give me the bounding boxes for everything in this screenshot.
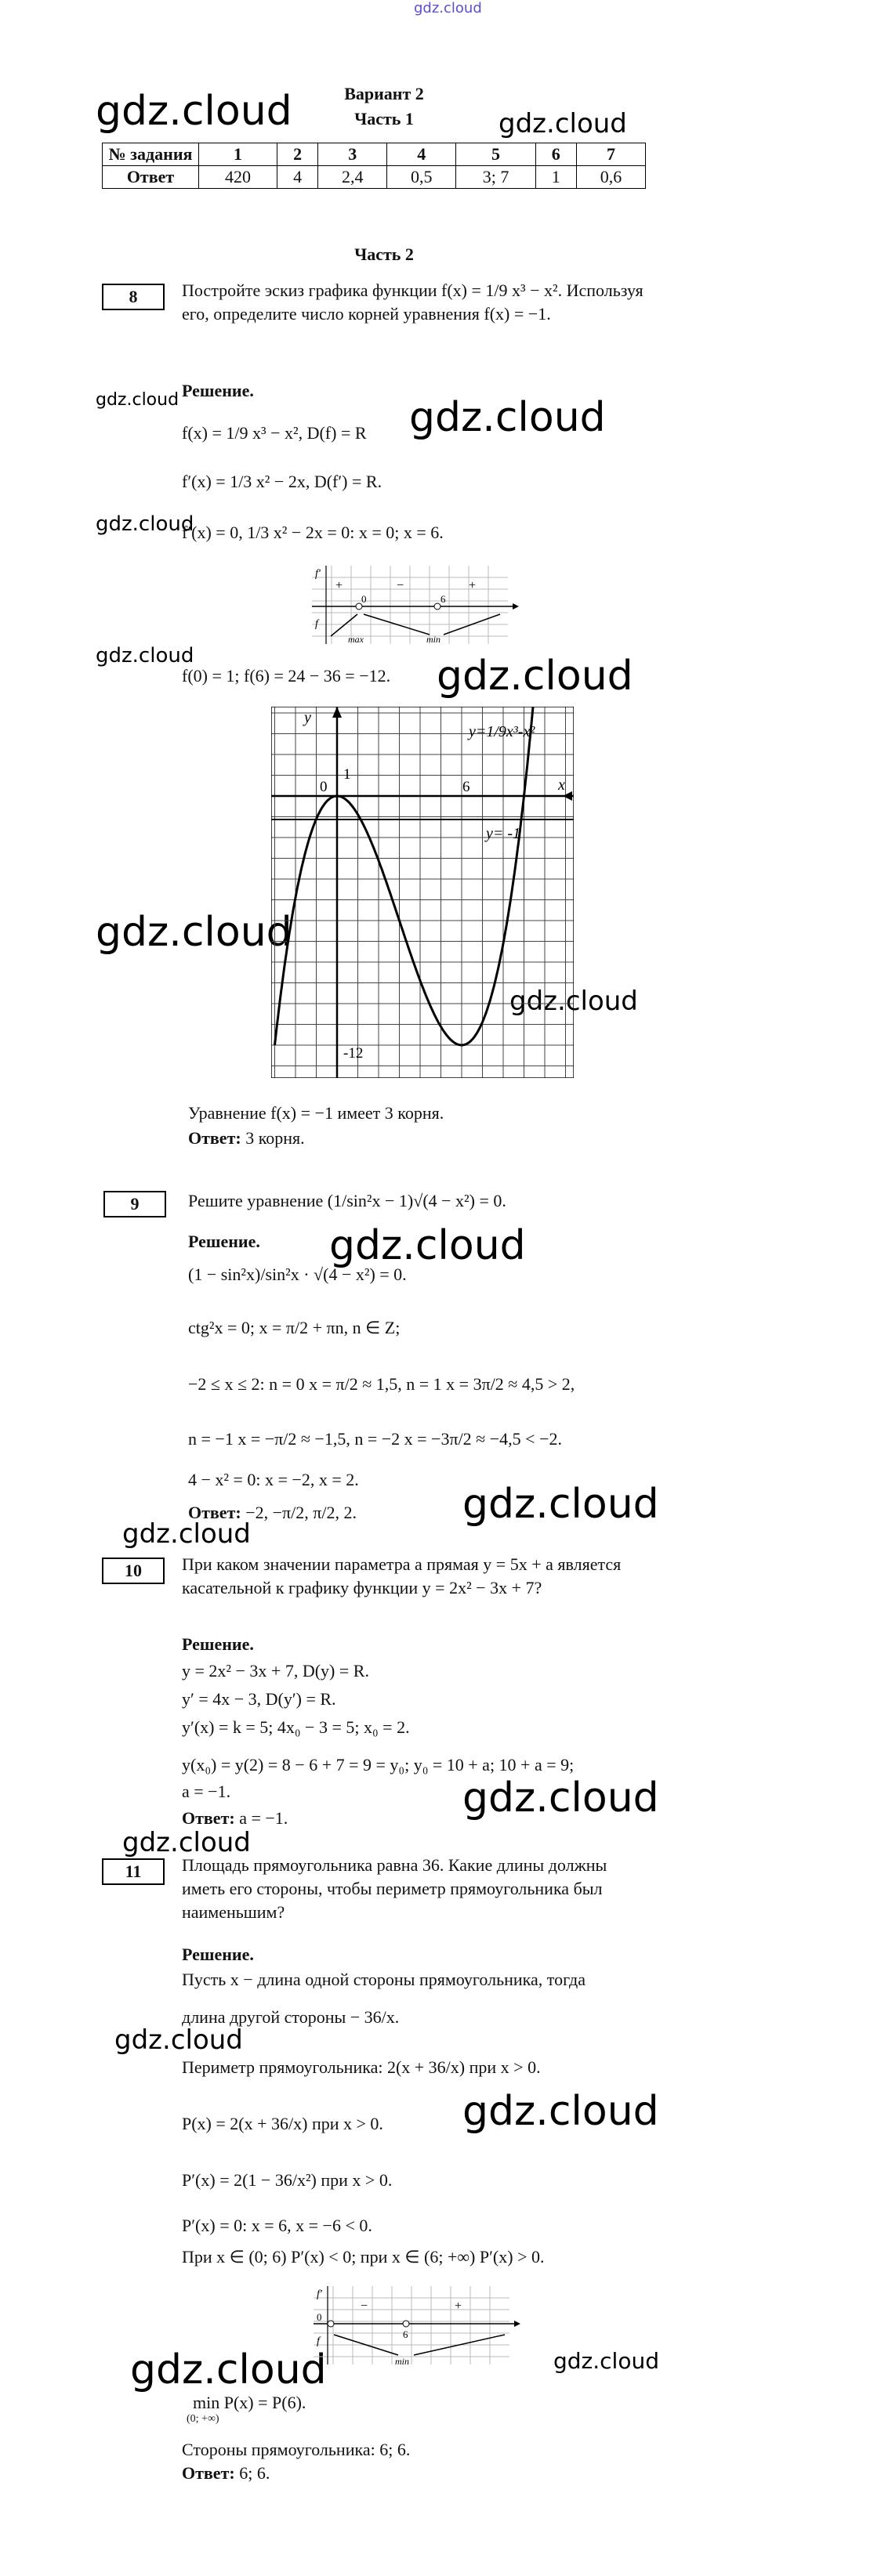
solution-line: (1 − sin²x)/sin²x · √(4 − x²) = 0. [188, 1264, 407, 1284]
watermark: gdz.cloud [329, 1222, 526, 1269]
solution-line: 4 − x² = 0: x = −2, x = 2. [188, 1470, 359, 1489]
sign-label: 6 [403, 2328, 408, 2340]
sign-label: 6 [440, 593, 446, 605]
axis-label: y [304, 709, 311, 726]
answer-value: −2, −π/2, π/2, 2. [245, 1503, 357, 1522]
table-cell: 0,5 [387, 166, 456, 189]
watermark: gdz.cloud [96, 390, 179, 410]
watermark: gdz.cloud [96, 909, 292, 956]
solution-line: min P(x) = P(6). [193, 2393, 306, 2412]
task-number: 8 [102, 284, 165, 310]
part2-title: Часть 2 [354, 244, 414, 264]
table-cell: 1 [535, 166, 576, 189]
watermark: gdz.cloud [462, 2088, 659, 2135]
sign-label: f [317, 2335, 320, 2347]
answer-label: Ответ: [182, 1808, 235, 1828]
task-number: 9 [103, 1191, 166, 1217]
solution-line: P(x) = 2(x + 36/x) при x > 0. [182, 2114, 383, 2133]
solution-line: P′(x) = 0: x = 6, x = −6 < 0. [182, 2216, 372, 2235]
sign-label: − [397, 579, 404, 592]
watermark: gdz.cloud [499, 108, 627, 139]
sign-label: min [426, 634, 440, 645]
solution-line: f′(x) = 0, 1/3 x² − 2x = 0: x = 0; x = 6. [182, 523, 444, 542]
answer-label: Ответ: [188, 1128, 241, 1148]
solution-line: y = 2x² − 3x + 7, D(y) = R. [182, 1661, 369, 1681]
sign-label: min [395, 2356, 409, 2367]
table-cell: 5 [456, 143, 535, 166]
solution-line: y′ = 4x − 3, D(y′) = R. [182, 1689, 336, 1709]
answer-label: Ответ: [182, 2463, 235, 2483]
curve-label: y=1/9x³-x² [469, 723, 535, 740]
solution-label: Решение. [182, 381, 254, 400]
solution-line: n = −1 x = −π/2 ≈ −1,5, n = −2 x = −3π/2 ≈ −4,5 < −2. [188, 1429, 562, 1449]
watermark: gdz.cloud [462, 1481, 659, 1528]
table-cell: 4 [387, 143, 456, 166]
sign-label: 0 [317, 2311, 322, 2323]
watermark: gdz.cloud [122, 1518, 251, 1550]
line-label: y= -1 [486, 825, 521, 842]
tick-label: 6 [462, 779, 470, 795]
answer-value: a = −1. [239, 1808, 288, 1828]
task-number: 11 [102, 1858, 165, 1885]
table-cell: 420 [199, 166, 277, 189]
solution-line: f′(x) = 1/3 x² − 2x, D(f′) = R. [182, 472, 382, 491]
task-statement: Решите уравнение (1/sin²x − 1)√(4 − x²) = 0. [188, 1191, 506, 1210]
sign-label: + [469, 579, 477, 592]
variant-title: Вариант 2 [344, 84, 424, 103]
watermark: gdz.cloud [130, 2346, 327, 2393]
answer-line [188, 1127, 305, 1150]
watermark: gdz.cloud [462, 1775, 659, 1822]
sign-label: + [455, 2299, 462, 2313]
watermark: gdz.cloud [122, 1827, 251, 1858]
increase-arrow [331, 614, 357, 636]
table-cell: 3; 7 [456, 166, 535, 189]
table-header-cell: № задания [103, 143, 199, 166]
answer-line [182, 1807, 288, 1830]
sign-label: 0 [361, 593, 367, 605]
tick-label: -12 [343, 1045, 364, 1062]
solution-line: P′(x) = 2(1 − 36/x²) при x > 0. [182, 2170, 393, 2190]
table-cell: 4 [277, 166, 318, 189]
answer-line [188, 1501, 357, 1525]
tick-label: 0 [320, 779, 328, 795]
answer-label: Ответ: [188, 1503, 241, 1522]
sign-label: + [335, 579, 343, 592]
solution-line: y(x₀) = y(2) = 8 − 6 + 7 = 9 = y₀; y₀ = 10 + a; 10 + a = 9; [182, 1755, 575, 1775]
solution-label: Решение. [182, 1634, 254, 1654]
answer-value: 6; 6. [239, 2463, 270, 2483]
solution-line: f(0) = 1; f(6) = 24 − 36 = −12. [182, 666, 391, 686]
sign-label: − [361, 2299, 368, 2313]
answer-value: 3 корня. [245, 1128, 305, 1148]
solution-line: −2 ≤ x ≤ 2: n = 0 x = π/2 ≈ 1,5, n = 1 x = 3π/2 ≈ 4,5 > 2, [188, 1374, 575, 1394]
part1-title: Часть 1 [354, 109, 414, 128]
solution-line: При x ∈ (0; 6) P′(x) < 0; при x ∈ (6; +∞) P′(x) > 0. [182, 2247, 545, 2267]
answer-table [102, 143, 646, 189]
answer-line [182, 2462, 270, 2485]
watermark: gdz.cloud [96, 88, 292, 135]
tick-label: 1 [343, 766, 351, 783]
task-statement: Постройте эскиз графика функции f(x) = 1/9 x³ − x². Используя его, определите число корней уравнения f(x) = −1. [182, 280, 644, 324]
sign-label: f [315, 618, 318, 630]
solution-line: a = −1. [182, 1782, 231, 1801]
solution-line: Пусть x − длина одной стороны прямоугольника, тогда [182, 1970, 586, 1989]
watermark: gdz.cloud [509, 986, 638, 1017]
solution-line: ctg²x = 0; x = π/2 + πn, n ∈ Z; [188, 1318, 401, 1337]
watermark: gdz.cloud [96, 512, 194, 536]
table-cell: 0,6 [576, 166, 645, 189]
watermark-top: gdz.cloud [414, 0, 482, 16]
solution-line: f(x) = 1/9 x³ − x², D(f) = R [182, 423, 367, 443]
task-statement: При каком значении параметра a прямая y = 5x + a является касательной к графику функции y = 2x² − 3x + 7? [182, 1554, 622, 1597]
task-number: 10 [102, 1558, 165, 1584]
answer-table-answer-row [103, 166, 646, 189]
solution-line: Стороны прямоугольника: 6; 6. [182, 2440, 411, 2459]
table-cell: 3 [318, 143, 387, 166]
axis-label: x [558, 776, 565, 794]
watermark: gdz.cloud [114, 2024, 243, 2056]
task-statement: Площадь прямоугольника равна 36. Какие длины должны иметь его стороны, чтобы периметр прямоугольника был наименьшим? [182, 1855, 607, 1922]
sign-label: f′ [317, 2288, 322, 2300]
sign-label: f′ [315, 568, 321, 580]
table-cell: 1 [199, 143, 277, 166]
table-header-cell: Ответ [103, 166, 199, 189]
solution-label: Решение. [182, 1945, 254, 1964]
table-cell: 2 [277, 143, 318, 166]
watermark: gdz.cloud [409, 394, 606, 441]
solution-line: y′(x) = k = 5; 4x₀ − 3 = 5; x₀ = 2. [182, 1717, 410, 1737]
function-curve [275, 707, 534, 1045]
sign-label: max [348, 634, 364, 645]
table-cell: 2,4 [318, 166, 387, 189]
answer-table-header-row [103, 143, 646, 166]
sign-chart [312, 566, 519, 649]
solution-label: Решение. [188, 1232, 260, 1251]
solution-line: Периметр прямоугольника: 2(x + 36/x) при x > 0. [182, 2057, 541, 2077]
watermark: gdz.cloud [437, 653, 633, 700]
conclusion-line: Уравнение f(x) = −1 имеет 3 корня. [188, 1103, 444, 1123]
solution-subscript: (0; +∞) [187, 2413, 219, 2425]
function-graph [271, 707, 574, 1078]
sign-chart [314, 2286, 520, 2369]
solution-line: длина другой стороны − 36/x. [182, 2007, 400, 2027]
table-cell: 6 [535, 143, 576, 166]
watermark: gdz.cloud [96, 644, 194, 668]
watermark: gdz.cloud [553, 2348, 659, 2374]
table-cell: 7 [576, 143, 645, 166]
